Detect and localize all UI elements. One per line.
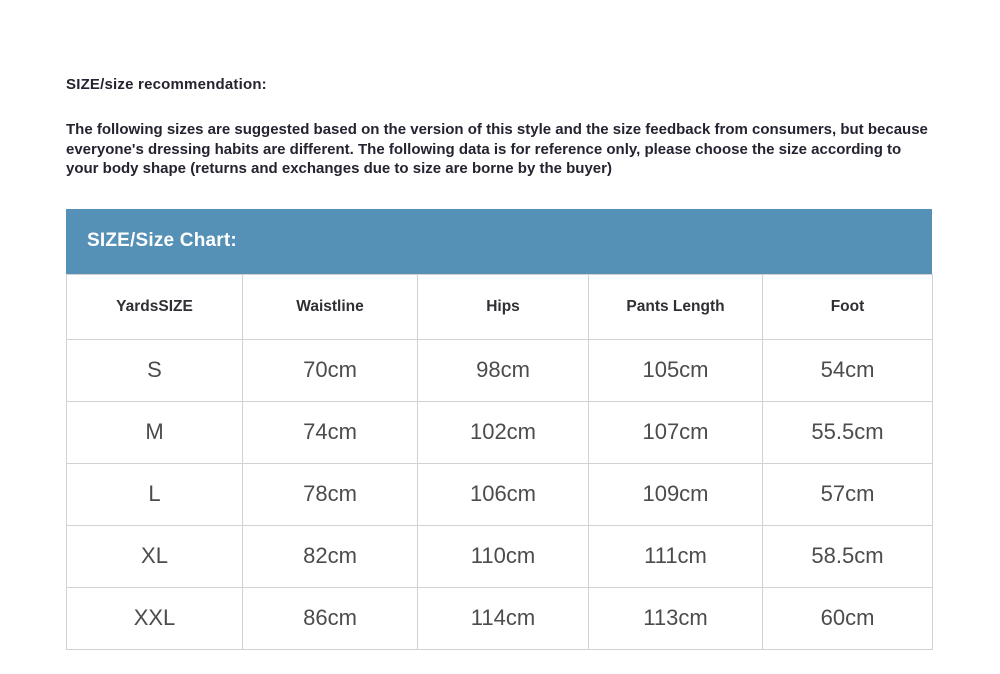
- table-header-row: [67, 274, 933, 339]
- table-row-xxl: [67, 587, 933, 649]
- column-header-yardssize: YardsSIZE: [67, 274, 243, 339]
- cell-size: M: [67, 401, 243, 463]
- table-row-xl: [67, 525, 933, 587]
- cell-foot: 57cm: [763, 463, 933, 525]
- cell-waistline: 82cm: [243, 525, 418, 587]
- cell-waistline: 86cm: [243, 587, 418, 649]
- cell-hips: 102cm: [418, 401, 589, 463]
- cell-size: XXL: [67, 587, 243, 649]
- cell-foot: 58.5cm: [763, 525, 933, 587]
- size-chart-title: SIZE/Size Chart:: [87, 230, 237, 251]
- table-row-l: [67, 463, 933, 525]
- column-header-pantslength: Pants Length: [589, 274, 763, 339]
- column-header-waistline: Waistline: [243, 274, 418, 339]
- cell-waistline: 74cm: [243, 401, 418, 463]
- cell-pantslength: 107cm: [589, 401, 763, 463]
- cell-foot: 60cm: [763, 587, 933, 649]
- size-chart-table: [66, 274, 933, 650]
- cell-hips: 98cm: [418, 339, 589, 401]
- cell-size: L: [67, 463, 243, 525]
- recommendation-body: The following sizes are suggested based on the version of this style and the size feedback from consumers, but because everyone's dressing habits are different. The following data is for reference only, please choose the size according to your body shape (returns and exchanges due to size are borne by the buyer): [66, 121, 928, 177]
- size-chart-banner: [66, 209, 932, 274]
- cell-hips: 114cm: [418, 587, 589, 649]
- cell-hips: 106cm: [418, 463, 589, 525]
- table-row-m: [67, 401, 933, 463]
- cell-foot: 55.5cm: [763, 401, 933, 463]
- cell-pantslength: 109cm: [589, 463, 763, 525]
- table-row-s: [67, 339, 933, 401]
- cell-pantslength: 111cm: [589, 525, 763, 587]
- cell-pantslength: 113cm: [589, 587, 763, 649]
- cell-waistline: 70cm: [243, 339, 418, 401]
- cell-hips: 110cm: [418, 525, 589, 587]
- cell-size: S: [67, 339, 243, 401]
- column-header-foot: Foot: [763, 274, 933, 339]
- column-header-hips: Hips: [418, 274, 589, 339]
- recommendation-title: SIZE/size recommendation:: [66, 76, 267, 93]
- content-area: [66, 0, 932, 650]
- cell-foot: 54cm: [763, 339, 933, 401]
- cell-waistline: 78cm: [243, 463, 418, 525]
- cell-size: XL: [67, 525, 243, 587]
- cell-pantslength: 105cm: [589, 339, 763, 401]
